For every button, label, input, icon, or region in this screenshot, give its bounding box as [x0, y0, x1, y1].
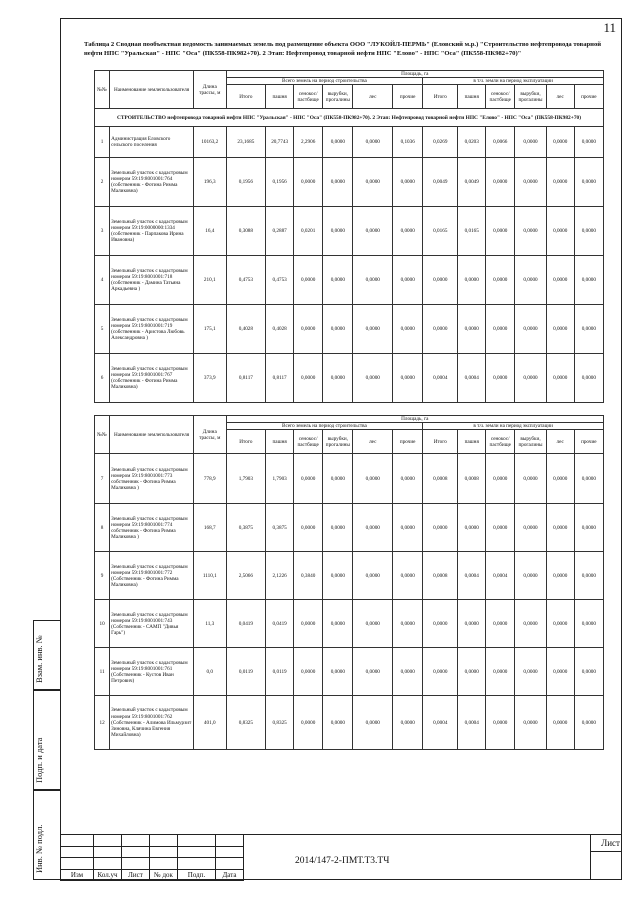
row-number: 11: [95, 648, 110, 696]
land-table-2: [94, 415, 604, 750]
row-value: 0,0000: [353, 158, 393, 207]
row-value: 0,0000: [458, 648, 486, 696]
row-value: 0,0004: [423, 354, 458, 403]
row-value: 0,0066: [486, 127, 515, 158]
table-row: [95, 256, 604, 305]
row-value: 0,0000: [574, 158, 603, 207]
row-value: 0,0000: [486, 305, 515, 354]
row-value: 0,0000: [574, 207, 603, 256]
row-value: 0,0004: [458, 696, 486, 750]
header-col-1: пашня: [266, 430, 294, 454]
row-value: 0,0000: [294, 454, 323, 504]
header-col-4: лес: [546, 430, 574, 454]
row-value: 0,3088: [226, 207, 266, 256]
header-col-4: лес: [353, 430, 393, 454]
row-value: 0,0000: [393, 256, 423, 305]
row-value: 0,0000: [546, 454, 574, 504]
row-value: 0,0000: [574, 127, 603, 158]
row-value: 0,0000: [423, 648, 458, 696]
row-value: 0,0000: [515, 454, 546, 504]
row-value: 0,0000: [323, 504, 353, 552]
table-row: [95, 552, 604, 600]
row-value: 0,0000: [574, 696, 603, 750]
row-value: 0,0000: [515, 256, 546, 305]
row-owner: Земельный участок с кадастровым номером 59:19:8001001:761 (Собственник - Кустов Иван Петрович): [110, 648, 194, 696]
row-value: 0,1956: [266, 158, 294, 207]
stamp-col-2: Лист: [122, 869, 150, 881]
row-value: 0,0000: [515, 648, 546, 696]
row-value: 0,0000: [486, 354, 515, 403]
row-value: 0,4753: [226, 256, 266, 305]
row-value: 0,0000: [546, 127, 574, 158]
row-value: 0,0000: [486, 504, 515, 552]
row-value: 0,0000: [353, 127, 393, 158]
side-box-sign: [33, 690, 60, 790]
row-value: 1,7903: [226, 454, 266, 504]
table-caption: Таблица 2 Сводная пообъектная ведомость занимаемых земель под размещение объекта ООО "ЛУКОЙЛ-ПЕРМЬ" (Еловский м.р.) "Строительство нефтепровода товарной нефти НПС "Уральская" - НПС "Оса" (ПК558-ПК982+70). 2 Этап: Нефтепровод товарной нефти НПС "Елово" - НПС "Оса" (ПК558-ПК982+70)": [84, 41, 602, 57]
row-length: 196,3: [193, 158, 226, 207]
row-value: 0,0000: [546, 158, 574, 207]
header-col-0: Итого: [423, 85, 458, 109]
row-value: 0,0000: [486, 207, 515, 256]
header-col-5: прочие: [574, 85, 603, 109]
header-length: Длина трассы, м: [193, 71, 226, 109]
header-col-2: сенокос/ пастбище: [294, 85, 323, 109]
table-row: [95, 648, 604, 696]
row-number: 5: [95, 305, 110, 354]
row-value: 0,0419: [226, 600, 266, 648]
stamp-sheet-divider: [590, 851, 622, 852]
row-value: 0,0000: [323, 354, 353, 403]
stamp-cell: [150, 835, 178, 847]
row-value: 0,0000: [353, 648, 393, 696]
table-row: [95, 504, 604, 552]
row-value: 0,0000: [515, 207, 546, 256]
row-value: 0,0201: [294, 207, 323, 256]
row-value: 0,0000: [353, 454, 393, 504]
row-value: 0,0000: [353, 696, 393, 750]
stamp-cell: [216, 858, 244, 870]
row-value: 0,0000: [546, 696, 574, 750]
header-col-3: вырубки, прогалины: [323, 430, 353, 454]
row-value: 0,0000: [546, 305, 574, 354]
stamp-cell: [216, 835, 244, 847]
stamp-col-0: Изм: [61, 869, 94, 881]
row-owner: Земельный участок с кадастровым номером 59:19:0000000:1334 (собственник - Парпакова Ирина Ивановна): [110, 207, 194, 256]
header-col-4: лес: [546, 85, 574, 109]
row-owner: Земельный участок с кадастровым номером 59:19:8001001:773 собственник - Фотина Римма Маликовна ): [110, 454, 194, 504]
row-value: 0,0000: [393, 354, 423, 403]
row-value: 0,0000: [323, 127, 353, 158]
section-title: СТРОИТЕЛЬСТВО нефтепровода товарной нефти НПС "Уральская" - НПС "Оса" (ПК558-ПК982+70). 2 Этап: Нефтепровод товарной нефти НПС "Елово" - НПС "Оса" (ПК558-ПК982+70): [95, 109, 604, 127]
table-row: [95, 207, 604, 256]
header-operation: в т.ч. земли на период эксплуатации: [423, 423, 604, 430]
stamp-cell: [94, 846, 122, 858]
row-value: 0,0000: [458, 504, 486, 552]
row-value: 2,5066: [226, 552, 266, 600]
row-value: 0,0000: [486, 696, 515, 750]
row-value: 0,0000: [574, 454, 603, 504]
side-label-sign: Подп. и дата: [34, 737, 44, 783]
row-value: 1,7903: [266, 454, 294, 504]
row-value: 0,8325: [266, 696, 294, 750]
stamp-code-box: [243, 834, 590, 880]
stamp-col-3: № док: [150, 869, 178, 881]
row-length: 1110,1: [193, 552, 226, 600]
row-value: 0,0000: [486, 454, 515, 504]
row-value: 0,0000: [294, 158, 323, 207]
side-box-inv: [33, 790, 60, 880]
row-owner: Земельный участок с кадастровым номером 59:19:8001001:772 (Собственник - Фотина Римма Маликовна): [110, 552, 194, 600]
header-num: №№: [95, 416, 110, 454]
header-area: Площадь, га: [226, 416, 603, 423]
row-value: 0,0000: [486, 158, 515, 207]
row-value: 0,0000: [458, 600, 486, 648]
row-value: 0,0000: [458, 305, 486, 354]
row-value: 0,0000: [294, 504, 323, 552]
header-area: Площадь, га: [226, 71, 603, 78]
row-owner: Земельный участок с кадастровым номером 59:19:8001001:762 (Собственник - Алимова Ильмурзит Зиновна, Клячина Евгения Михайловна): [110, 696, 194, 750]
stamp-cell: [61, 835, 94, 847]
header-operation: в т.ч. земли на период эксплуатации: [423, 78, 604, 85]
row-value: 0,0000: [353, 552, 393, 600]
row-owner: Земельный участок с кадастровым номером 59:19:8001001:718 (собственник - Дамина Татьяна Аркадьевна ): [110, 256, 194, 305]
table-row: [95, 600, 604, 648]
table-row: [95, 127, 604, 158]
row-length: 401,0: [193, 696, 226, 750]
header-name: Наименование землепользователя: [110, 416, 194, 454]
row-value: 0,0000: [294, 305, 323, 354]
row-value: 0,0000: [393, 504, 423, 552]
row-value: 0,0165: [458, 207, 486, 256]
row-value: 0,0000: [323, 648, 353, 696]
header-col-5: прочие: [393, 430, 423, 454]
row-value: 0,0000: [546, 504, 574, 552]
row-value: 0,0049: [423, 158, 458, 207]
row-value: 0,0000: [323, 256, 353, 305]
row-value: 0,0000: [294, 256, 323, 305]
row-length: 11,3: [193, 600, 226, 648]
row-value: 0,0000: [423, 305, 458, 354]
side-box-replace: [33, 620, 60, 690]
row-length: 210,1: [193, 256, 226, 305]
row-value: 0,0000: [294, 600, 323, 648]
row-value: 0,0000: [294, 696, 323, 750]
row-value: 0,0000: [515, 504, 546, 552]
row-value: 0,0000: [423, 256, 458, 305]
row-value: 0,0000: [423, 504, 458, 552]
row-value: 0,0119: [226, 648, 266, 696]
row-value: 0,0000: [515, 354, 546, 403]
row-value: 0,0000: [323, 696, 353, 750]
row-value: 0,0000: [574, 552, 603, 600]
stamp-cell: [122, 858, 150, 870]
row-value: 0,0000: [323, 305, 353, 354]
row-length: 168,7: [193, 504, 226, 552]
row-value: 0,0000: [574, 305, 603, 354]
document-code: 2014/147-2-ПМТ.Т3.ТЧ: [295, 856, 390, 866]
row-value: 0,0000: [515, 600, 546, 648]
stamp-cell: [94, 858, 122, 870]
row-owner: Земельный участок с кадастровым номером 59:19:8001001:774 собственник - Фотина Римма Маликовна ): [110, 504, 194, 552]
header-col-0: Итого: [226, 430, 266, 454]
row-value: 0,0000: [353, 354, 393, 403]
row-value: 0,0000: [574, 354, 603, 403]
row-value: 0,8117: [266, 354, 294, 403]
header-col-5: прочие: [574, 430, 603, 454]
row-value: 0,0000: [393, 552, 423, 600]
header-num: №№: [95, 71, 110, 109]
row-value: 0,8117: [226, 354, 266, 403]
row-value: 0,8325: [226, 696, 266, 750]
table-row: [95, 454, 604, 504]
row-value: 0,0000: [546, 354, 574, 403]
side-label-inv: Инв. № подл.: [34, 824, 44, 873]
row-value: 2,1226: [266, 552, 294, 600]
row-number: 10: [95, 600, 110, 648]
row-value: 0,0000: [353, 305, 393, 354]
row-number: 12: [95, 696, 110, 750]
row-value: 0,0000: [515, 158, 546, 207]
row-number: 6: [95, 354, 110, 403]
row-value: 0,0000: [458, 256, 486, 305]
stamp-cell: [178, 846, 216, 858]
row-value: 0,0000: [353, 207, 393, 256]
row-value: 0,0000: [393, 454, 423, 504]
row-value: 0,0000: [353, 504, 393, 552]
row-value: 0,0000: [353, 256, 393, 305]
row-length: 175,1: [193, 305, 226, 354]
row-value: 0,0000: [574, 600, 603, 648]
land-table-1: [94, 70, 604, 403]
row-owner: Администрация Еловского сельского поселения: [110, 127, 194, 158]
header-col-4: лес: [353, 85, 393, 109]
row-length: 0,0: [193, 648, 226, 696]
row-value: 0,0004: [458, 354, 486, 403]
title-block-table: [60, 834, 244, 881]
row-value: 0,0000: [323, 552, 353, 600]
stamp-cell: [61, 846, 94, 858]
row-value: 0,0008: [423, 552, 458, 600]
row-value: 0,4028: [226, 305, 266, 354]
header-length: Длина трассы, м: [193, 416, 226, 454]
row-value: 0,0000: [294, 648, 323, 696]
table-row: [95, 354, 604, 403]
row-value: 0,0419: [266, 600, 294, 648]
row-value: 0,0000: [393, 696, 423, 750]
row-value: 0,0000: [423, 600, 458, 648]
row-value: 0,3875: [266, 504, 294, 552]
row-value: 0,0004: [423, 696, 458, 750]
row-value: 0,0000: [323, 454, 353, 504]
row-value: 0,0004: [458, 552, 486, 600]
row-value: 0,0119: [266, 648, 294, 696]
header-col-1: пашня: [458, 85, 486, 109]
row-value: 0,0000: [486, 648, 515, 696]
header-col-3: вырубки, прогалины: [515, 85, 546, 109]
row-owner: Земельный участок с кадастровым номером 59:19:8001001:719 (собственник - Аристова Любовь Александровна ): [110, 305, 194, 354]
row-length: 16,4: [193, 207, 226, 256]
row-value: 0,0000: [515, 305, 546, 354]
stamp-col-4: Подп.: [178, 869, 216, 881]
row-value: 0,0203: [458, 127, 486, 158]
header-col-0: Итого: [226, 85, 266, 109]
row-number: 7: [95, 454, 110, 504]
row-value: 0,0000: [393, 600, 423, 648]
row-number: 4: [95, 256, 110, 305]
header-col-2: сенокос/ пастбище: [486, 85, 515, 109]
row-value: 0,0000: [515, 127, 546, 158]
stamp-cell: [122, 846, 150, 858]
row-value: 0,0008: [423, 454, 458, 504]
row-value: 0,0000: [353, 600, 393, 648]
sheet-label: Лист: [601, 838, 620, 848]
row-value: 0,0000: [546, 600, 574, 648]
row-value: 0,0000: [546, 256, 574, 305]
header-col-3: вырубки, прогалины: [515, 430, 546, 454]
stamp-col-1: Кол.уч: [94, 869, 122, 881]
row-number: 2: [95, 158, 110, 207]
side-label-replace: Взам. инв. №: [34, 635, 44, 683]
row-value: 0,0000: [574, 504, 603, 552]
row-value: 0,0000: [323, 600, 353, 648]
stamp-cell: [94, 835, 122, 847]
table-row: [95, 696, 604, 750]
stamp-cell: [150, 846, 178, 858]
row-value: 0,3875: [226, 504, 266, 552]
row-value: 0,4753: [266, 256, 294, 305]
row-value: 2,2906: [294, 127, 323, 158]
row-value: 0,0000: [546, 207, 574, 256]
row-value: 0,0000: [546, 648, 574, 696]
stamp-cell: [150, 858, 178, 870]
row-value: 0,0000: [393, 158, 423, 207]
stamp-col-5: Дата: [216, 869, 244, 881]
row-value: 0,3840: [294, 552, 323, 600]
row-owner: Земельный участок с кадастровым номером 59:19:8001001:767 (собственник - Фотина Римма Маликовна): [110, 354, 194, 403]
row-value: 0,0000: [323, 207, 353, 256]
header-construction: Всего земель на период строительства: [226, 78, 423, 85]
row-value: 0,0000: [393, 207, 423, 256]
header-col-0: Итого: [423, 430, 458, 454]
row-number: 3: [95, 207, 110, 256]
header-col-1: пашня: [458, 430, 486, 454]
row-value: 0,0000: [486, 600, 515, 648]
row-value: 0,0000: [574, 648, 603, 696]
row-value: 0,0269: [423, 127, 458, 158]
row-length: 10163,2: [193, 127, 226, 158]
row-value: 0,1036: [393, 127, 423, 158]
row-value: 0,0000: [486, 256, 515, 305]
row-value: 0,0004: [486, 552, 515, 600]
row-value: 0,0000: [546, 552, 574, 600]
row-owner: Земельный участок с кадастровым номером 59:19:8001001:743 (Собственник - САМП "Дивья Гарь"): [110, 600, 194, 648]
header-col-2: сенокос/ пастбище: [486, 430, 515, 454]
row-value: 0,0000: [323, 158, 353, 207]
row-length: 778,9: [193, 454, 226, 504]
row-value: 0,0000: [515, 696, 546, 750]
header-col-2: сенокос/ пастбище: [294, 430, 323, 454]
row-value: 0,1956: [226, 158, 266, 207]
row-value: 0,4028: [266, 305, 294, 354]
row-value: 0,0008: [458, 454, 486, 504]
stamp-cell: [178, 858, 216, 870]
row-value: 0,0049: [458, 158, 486, 207]
table-row: [95, 305, 604, 354]
stamp-cell: [122, 835, 150, 847]
header-col-3: вырубки, прогалины: [323, 85, 353, 109]
stamp-cell: [61, 858, 94, 870]
header-col-5: прочие: [393, 85, 423, 109]
row-number: 1: [95, 127, 110, 158]
row-number: 9: [95, 552, 110, 600]
page-number: 11: [603, 20, 616, 35]
row-length: 373,9: [193, 354, 226, 403]
header-name: Наименование землепользователя: [110, 71, 194, 109]
row-value: 0,0000: [393, 305, 423, 354]
row-value: 0,0165: [423, 207, 458, 256]
row-value: 0,0000: [294, 354, 323, 403]
header-col-1: пашня: [266, 85, 294, 109]
stamp-sheet-box: [590, 834, 622, 880]
row-value: 0,0000: [393, 648, 423, 696]
row-value: 0,0000: [515, 552, 546, 600]
row-value: 20,7743: [266, 127, 294, 158]
stamp-cell: [216, 846, 244, 858]
row-value: 0,0000: [574, 256, 603, 305]
row-owner: Земельный участок с кадастровым номером 59:19:8001001:764 (собственник - Фотина Римма Маликовна): [110, 158, 194, 207]
stamp-cell: [178, 835, 216, 847]
table-row: [95, 158, 604, 207]
header-construction: Всего земель на период строительства: [226, 423, 423, 430]
row-number: 8: [95, 504, 110, 552]
row-value: 23,1685: [226, 127, 266, 158]
row-value: 0,2887: [266, 207, 294, 256]
